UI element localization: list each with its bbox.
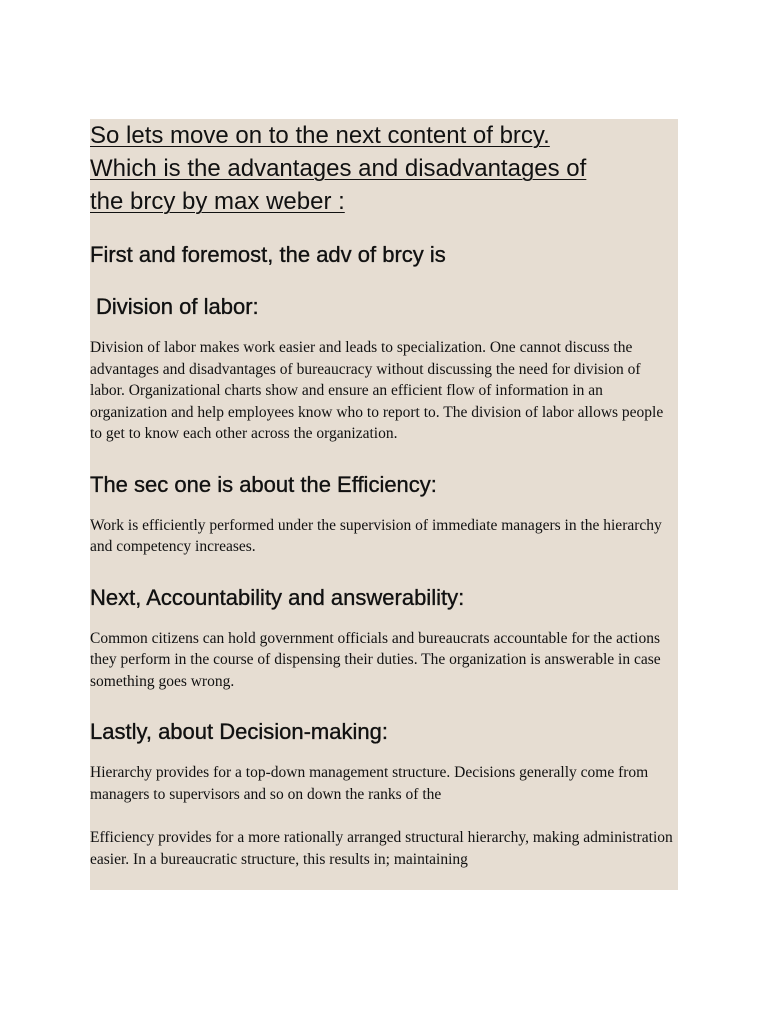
paragraph-accountability: Common citizens can hold government officials and bureaucrats accountable for the actions they perform in the course of dispensing their duties. The organization is answerable in case something goes wrong. [90, 629, 661, 690]
section-heading-efficiency: The sec one is about the Efficiency: [90, 471, 437, 497]
intro-line-3: the brcy by max weber : [90, 188, 345, 215]
section-heading-decision-making: Lastly, about Decision-making: [90, 719, 388, 744]
paragraph-efficiency-structure: Efficiency provides for a more rationally arranged structural hierarchy, making administration easier. In a bureaucratic structure, this results in; maintaining [90, 829, 673, 868]
intro-line-2: Which is the advantages and disadvantages of [90, 155, 587, 182]
section-heading-accountability: Next, Accountability and answerability: [90, 584, 465, 610]
paragraph-division-of-labor: Division of labor makes work easier and leads to specialization. One cannot discuss the advantages and disadvantages of bureaucracy without discussing the need for division of labor. Organizational charts show and ensure an efficient flow of information in an organization and help employees know who to report to. The division of labor allows people to get to know each other across the organization. [90, 339, 664, 442]
intro-line-1: So lets move on to the next content of brcy. [90, 122, 550, 149]
paragraph-efficiency: Work is efficiently performed under the supervision of immediate managers in the hierarchy and competency increases. [90, 516, 662, 555]
text-content-block [90, 119, 678, 890]
intro-text [90, 119, 678, 218]
section-heading-adv: First and foremost, the adv of brcy is [90, 242, 446, 267]
paragraph-decision-making: Hierarchy provides for a top-down management structure. Decisions generally come from managers to supervisors and so on down the ranks of the [90, 764, 649, 803]
section-heading-division-of-labor: Division of labor: [96, 294, 259, 319]
